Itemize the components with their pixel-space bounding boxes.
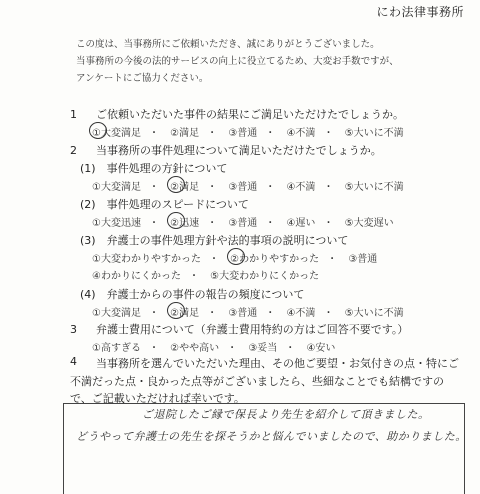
option-radio[interactable]: ③普通 — [228, 182, 258, 193]
option-radio[interactable]: ③普通 — [348, 254, 378, 265]
option-radio[interactable]: ⑤大変遅い — [344, 218, 394, 229]
question-line: 不満だった点・良かった点等がございましたら、些細なことでも結構ですの — [70, 374, 444, 388]
option-radio[interactable]: ④遅い — [286, 218, 316, 229]
option-radio[interactable]: ①大変満足 — [92, 308, 141, 319]
sub-question-label: (1) 事件処理の方針について — [80, 162, 228, 175]
option-radio[interactable]: ③普通 — [228, 308, 258, 319]
option-radio[interactable]: ②やや高い — [170, 343, 220, 354]
sub-question-label: (4) 弁護士からの事件の報告の頻度について — [80, 288, 305, 301]
question-text: 当事務所の事件処理について満足いただけたでしょうか。 — [96, 144, 382, 157]
question-text: ご依頼いただいた事件の結果にご満足いただけたでしょうか。 — [96, 108, 404, 121]
intro-line: アンケートにご協力ください。 — [76, 73, 209, 84]
option-radio[interactable]: ①高すぎる — [92, 343, 141, 354]
option-radio[interactable]: ④不満 — [286, 128, 316, 139]
question-line: 当事務所を選んでいただいた理由、その他ご要望・お気付きの点・特にご — [96, 357, 459, 370]
q2-1-options: ①大変満足 ・ ②満足 ・ ③普通 ・ ④不満 ・ ⑤大いに不満 — [92, 178, 404, 193]
option-radio[interactable]: ②迅速 — [170, 214, 199, 229]
intro-line: 当事務所の今後の法的サービスの向上に役立てるため、大変お手数ですが、 — [76, 56, 399, 67]
q2-3-options: ①大変わかりやすかった ・ ②わかりやすかった ・ ③普通 — [92, 250, 377, 265]
question-number: 3 — [70, 323, 77, 336]
q2-3-options-row2: ④わかりにくかった ・ ⑤大変わかりにくかった — [92, 267, 319, 282]
question-3 — [70, 321, 408, 337]
option-radio[interactable]: ④不満 — [286, 308, 316, 319]
question-number: 4 — [70, 355, 77, 368]
firm-name: にわ法律事務所 — [376, 5, 464, 19]
question-line: で、ご記載いただければ幸いです。 — [70, 392, 245, 405]
option-radio[interactable]: ①大変迅速 — [92, 218, 141, 229]
question-4-number — [70, 355, 96, 368]
question-number: 1 — [70, 108, 77, 121]
handwritten-line: どうやって弁護士の先生を探そうかと悩んでいましたので、助かりました。 — [76, 430, 467, 443]
option-radio[interactable]: ③普通 — [228, 128, 258, 139]
option-radio[interactable]: ③妥当 — [248, 343, 278, 354]
option-radio[interactable]: ④わかりにくかった — [92, 271, 181, 282]
sub-question-label: (2) 事件処理のスピードについて — [80, 198, 249, 211]
option-radio[interactable]: ②満足 — [170, 128, 200, 139]
option-radio[interactable]: ②満足 — [170, 178, 199, 193]
sub-question-label: (3) 弁護士の事件処理方針や法的事項の説明について — [80, 234, 349, 247]
option-radio[interactable]: ②満足 — [170, 304, 199, 319]
question-number: 2 — [70, 144, 77, 157]
q2-4-options: ①大変満足 ・ ②満足 ・ ③普通 ・ ④不満 ・ ⑤大いに不満 — [92, 304, 404, 319]
option-radio[interactable]: ⑤大変わかりにくかった — [210, 271, 320, 282]
question-2 — [70, 142, 382, 158]
q2-2-options: ①大変迅速 ・ ②迅速 ・ ③普通 ・ ④遅い ・ ⑤大変遅い — [92, 214, 394, 229]
option-radio[interactable]: ⑤大いに不満 — [344, 128, 404, 139]
option-radio[interactable]: ⑤大いに不満 — [344, 182, 404, 193]
option-radio[interactable]: ①大変満足 — [92, 182, 141, 193]
free-comment-box[interactable] — [63, 403, 465, 494]
question-1 — [70, 106, 404, 122]
question-4-text — [70, 355, 459, 408]
q3-options: ①高すぎる ・ ②やや高い ・ ③妥当 ・ ④安い — [92, 339, 335, 354]
option-radio[interactable]: ④不満 — [286, 182, 316, 193]
option-radio[interactable]: ②わかりやすかった — [230, 250, 319, 265]
option-radio[interactable]: ③普通 — [228, 218, 258, 229]
option-radio[interactable]: ①大変わかりやすかった — [92, 254, 201, 265]
intro-text — [76, 36, 399, 87]
q1-options: ①大変満足 ・ ②満足 ・ ③普通 ・ ④不満 ・ ⑤大いに不満 — [92, 124, 404, 139]
option-radio[interactable]: ⑤大いに不満 — [344, 308, 404, 319]
option-radio[interactable]: ①大変満足 — [92, 124, 141, 139]
intro-line: この度は、当事務所にご依頼いただき、誠にありがとうございました。 — [76, 39, 380, 50]
option-radio[interactable]: ④安い — [306, 343, 336, 354]
question-text: 弁護士費用について（弁護士費用特約の方はご回答不要です。） — [96, 323, 409, 336]
handwritten-line: ご退院したご縁で保長より先生を紹介して頂きました。 — [142, 408, 430, 421]
